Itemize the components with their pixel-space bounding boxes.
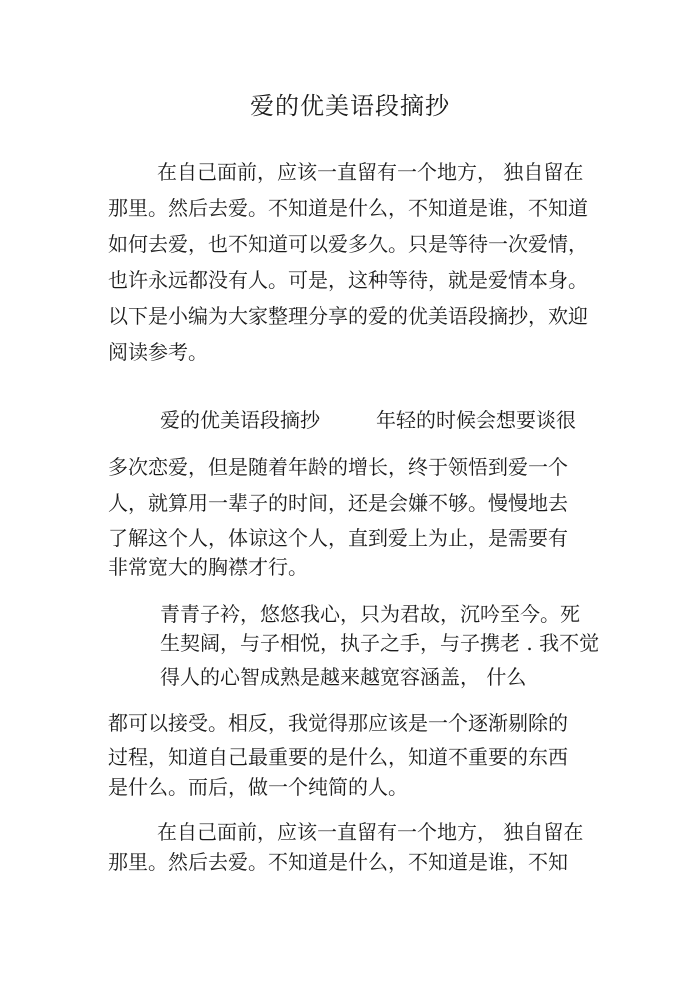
text-line: 在自己面前，应该一直留有一个地方， 独自留在 bbox=[157, 820, 584, 844]
text-line: 得人的心智成熟是越来越宽容涵盖， 什么 bbox=[160, 665, 527, 689]
text-line: 人，就算用一辈子的时间，还是会嫌不够。慢慢地去 bbox=[108, 491, 568, 515]
text-line: 青青子衿，悠悠我心，只为君故，沉吟至今。死 bbox=[160, 602, 580, 626]
text-line: 也许永远都没有人。可是，这种等待，就是爱情本身。 bbox=[108, 268, 588, 292]
text-line: 如何去爱，也不知道可以爱多久。只是等待一次爱情， bbox=[108, 232, 588, 256]
text-line: 生契阔，与子相悦，执子之手，与子携老 . 我不觉 bbox=[160, 631, 600, 655]
text-line: 那里。然后去爱。不知道是什么，不知道是谁，不知道 bbox=[108, 196, 588, 220]
text-line: 非常宽大的胸襟才行。 bbox=[108, 555, 308, 579]
text-line: 在自己面前，应该一直留有一个地方， 独自留在 bbox=[157, 160, 584, 184]
text-line: 是什么。而后，做一个纯简的人。 bbox=[108, 775, 408, 799]
document-title: 爱的优美语段摘抄 bbox=[250, 92, 450, 120]
text-line: 了解这个人，体谅这个人，直到爱上为止，是需要有 bbox=[108, 526, 568, 550]
section-heading: 爱的优美语段摘抄 bbox=[160, 408, 320, 432]
text-line: 都可以接受。相反，我觉得那应该是一个逐渐剔除的 bbox=[108, 711, 568, 735]
text-line: 年轻的时候会想要谈很 bbox=[376, 408, 576, 432]
text-line: 过程，知道自己最重要的是什么，知道不重要的东西 bbox=[108, 745, 568, 769]
text-line: 阅读参考。 bbox=[108, 340, 208, 364]
text-line: 那里。然后去爱。不知道是什么，不知道是谁，不知 bbox=[108, 850, 568, 874]
text-line: 多次恋爱，但是随着年龄的增长，终于领悟到爱一个 bbox=[108, 455, 568, 479]
text-line: 以下是小编为大家整理分享的爱的优美语段摘抄，欢迎 bbox=[108, 304, 588, 328]
